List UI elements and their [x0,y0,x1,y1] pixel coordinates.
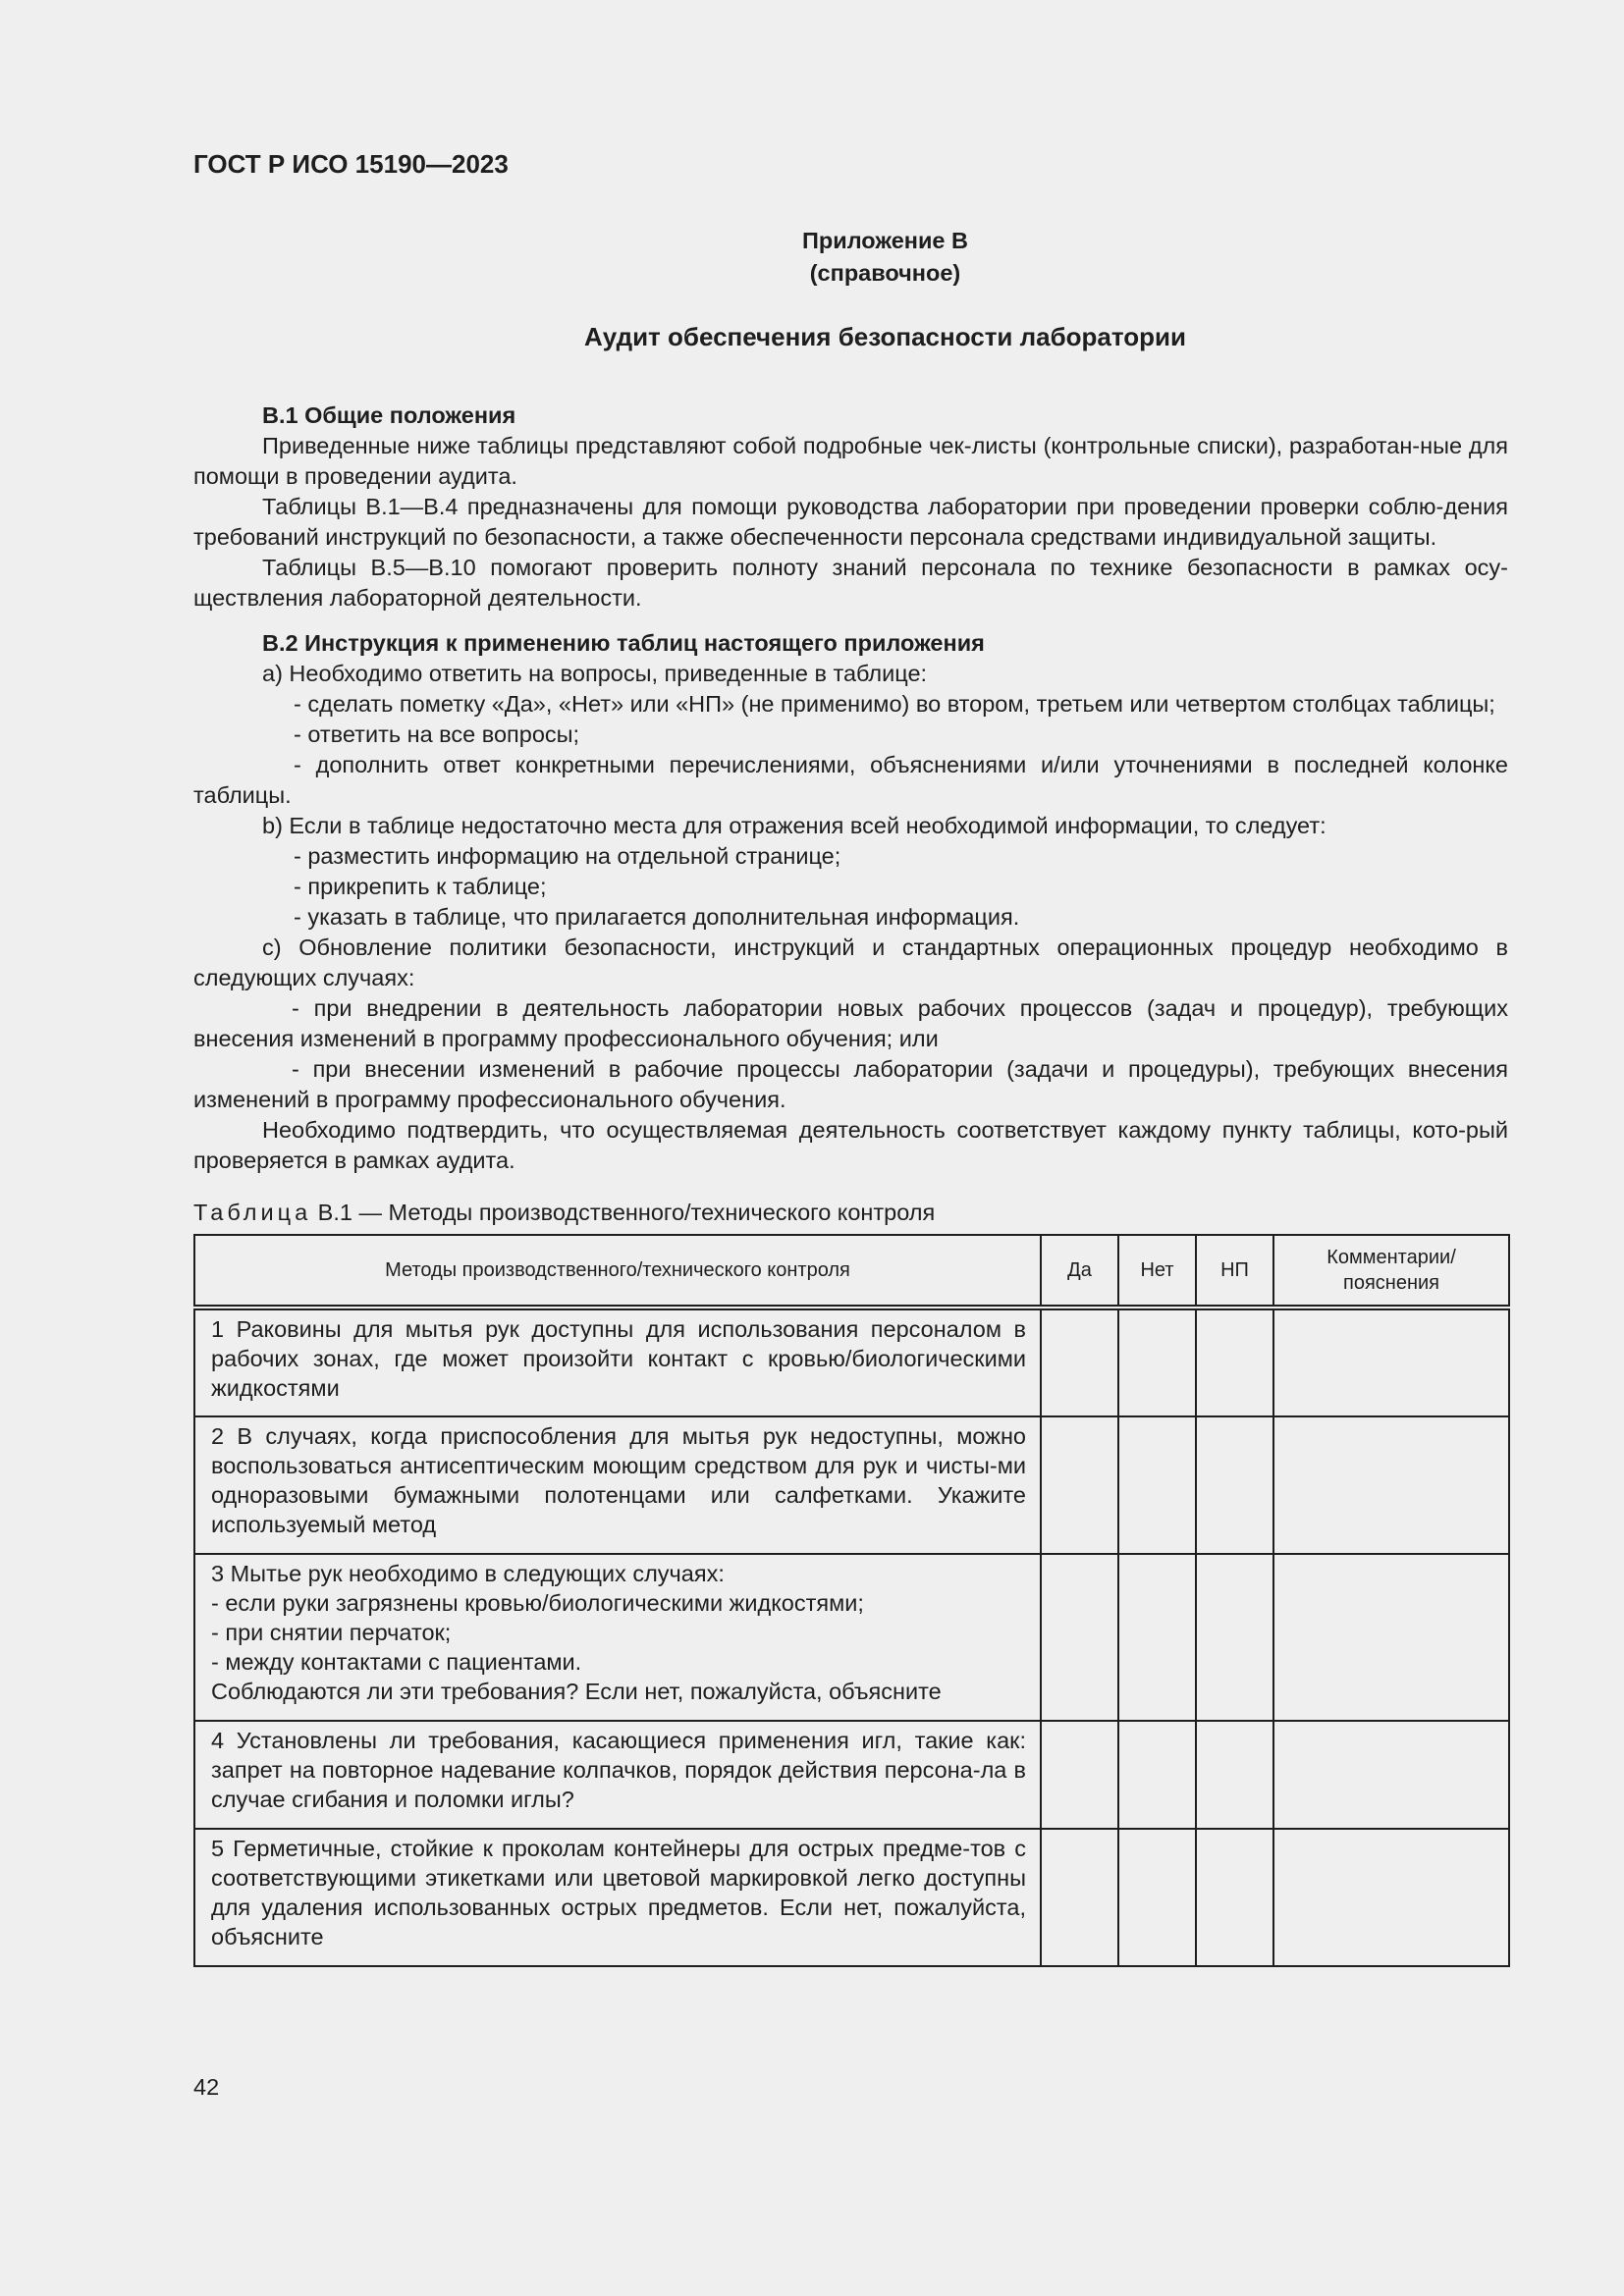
row-question [194,1554,1041,1721]
table-caption-text: В.1 — Методы производственного/технического контроля [311,1200,936,1225]
question-line: - между контактами с пациентами. [211,1649,582,1675]
row-question: 5 Герметичные, стойкие к проколам контейнеры для острых предме-тов с соответствующими этикетками или цветовой маркировкой легко доступны для удаления использованных острых предметов. Если нет, пожалуйста, объясните [194,1829,1041,1966]
table-row [194,1554,1509,1721]
yes-cell[interactable] [1041,1554,1118,1721]
table-row [194,1308,1509,1416]
list-subitem: - ответить на все вопросы; [294,721,580,747]
paragraph: Таблицы В.1—В.4 предназначены для помощи руководства лаборатории при проведении проверки соблю-дения требований инструкций по безопасности, а также обеспеченности персонала средствами индивидуальной защиты. [193,494,1508,550]
table-row [194,1416,1509,1554]
list-subitem: - разместить информацию на отдельной странице; [294,843,841,869]
na-cell[interactable] [1196,1416,1273,1554]
list-subitem: - сделать пометку «Да», «Нет» или «НП» (не применимо) во втором, третьем или четвертом столбцах таблицы; [294,691,1495,717]
na-cell[interactable] [1196,1308,1273,1416]
no-cell[interactable] [1118,1308,1196,1416]
na-cell[interactable] [1196,1721,1273,1829]
list-subitem: - дополнить ответ конкретными перечислениями, объяснениями и/или уточнениями в последней колонке таблицы. [193,752,1508,808]
appendix-label: Приложение В [802,228,968,253]
table-row [194,1829,1509,1966]
na-cell[interactable] [1196,1554,1273,1721]
list-subitem: - указать в таблице, что прилагается дополнительная информация. [294,904,1020,930]
section-heading-b1: В.1 Общие положения [262,402,516,428]
list-item-b: b) Если в таблице недостаточно места для отражения всей необходимой информации, то следует: [262,813,1326,838]
comment-cell[interactable] [1273,1554,1509,1721]
row-question: 4 Установлены ли требования, касающиеся применения игл, такие как: запрет на повторное надевание колпачков, порядок действия персона-ла в случае сгибания и поломки иглы? [194,1721,1041,1829]
column-header-methods: Методы производственного/технического контроля [194,1235,1041,1308]
page-content [193,225,1508,1967]
table-header-row [194,1235,1509,1308]
question-line: Соблюдаются ли эти требования? Если нет, пожалуйста, объясните [211,1679,942,1704]
document-code: ГОСТ Р ИСО 15190—2023 [193,149,509,179]
appendix-status: (справочное) [809,260,961,286]
column-header-no: Нет [1118,1235,1196,1308]
no-cell[interactable] [1118,1721,1196,1829]
table-caption [193,1198,1508,1228]
comment-cell[interactable] [1273,1721,1509,1829]
page-number: 42 [193,2074,220,2100]
checklist-table [193,1234,1510,1967]
appendix-title: Аудит обеспечения безопасности лаборатории [583,322,1187,351]
yes-cell[interactable] [1041,1721,1118,1829]
comment-cell[interactable] [1273,1308,1509,1416]
table-row [194,1721,1509,1829]
yes-cell[interactable] [1041,1308,1118,1416]
no-cell[interactable] [1118,1554,1196,1721]
column-header-comments: Комментарии/ пояснения [1273,1235,1509,1308]
yes-cell[interactable] [1041,1416,1118,1554]
column-header-yes: Да [1041,1235,1118,1308]
row-question: 1 Раковины для мытья рук доступны для использования персоналом в рабочих зонах, где может произойти контакт с кровью/биологическими жидкостями [194,1308,1041,1416]
list-item-a: a) Необходимо ответить на вопросы, приведенные в таблице: [262,661,928,686]
column-header-na: НП [1196,1235,1273,1308]
question-line: - при снятии перчаток; [211,1620,452,1645]
list-subitem: - при внесении изменений в рабочие процессы лаборатории (задачи и процедуры), требующих внесения изменений в программу профессионального обучения. [193,1056,1508,1112]
table-caption-word: Таблица [193,1200,312,1225]
section-heading-b2: В.2 Инструкция к применению таблиц настоящего приложения [262,630,985,656]
list-item-c: c) Обновление политики безопасности, инструкций и стандартных операционных процедур необходимо в следующих случаях: [193,934,1508,990]
list-subitem: - прикрепить к таблице; [294,874,547,899]
paragraph: Таблицы В.5—В.10 помогают проверить полноту знаний персонала по технике безопасности в рамках осу-ществления лабораторной деятельности. [193,555,1508,611]
no-cell[interactable] [1118,1829,1196,1966]
row-question: 2 В случаях, когда приспособления для мытья рук недоступны, можно воспользоваться антисептическим моющим средством для рук и чисты-ми одноразовыми бумажными полотенцами или салфетками. Укажите используемый метод [194,1416,1041,1554]
question-line: 3 Мытье рук необходимо в следующих случаях: [211,1561,725,1586]
no-cell[interactable] [1118,1416,1196,1554]
comment-cell[interactable] [1273,1416,1509,1554]
na-cell[interactable] [1196,1829,1273,1966]
list-subitem: - при внедрении в деятельность лаборатории новых рабочих процессов (задач и процедур), требующих внесения изменений в программу профессионального обучения; или [193,995,1508,1051]
comment-cell[interactable] [1273,1829,1509,1966]
paragraph: Необходимо подтвердить, что осуществляемая деятельность соответствует каждому пункту таблицы, кото-рый проверяется в рамках аудита. [193,1117,1508,1173]
paragraph: Приведенные ниже таблицы представляют собой подробные чек-листы (контрольные списки), разработан-ные для помощи в проведении аудита. [193,433,1508,489]
question-line: - если руки загрязнены кровью/биологическими жидкостями; [211,1590,864,1616]
yes-cell[interactable] [1041,1829,1118,1966]
